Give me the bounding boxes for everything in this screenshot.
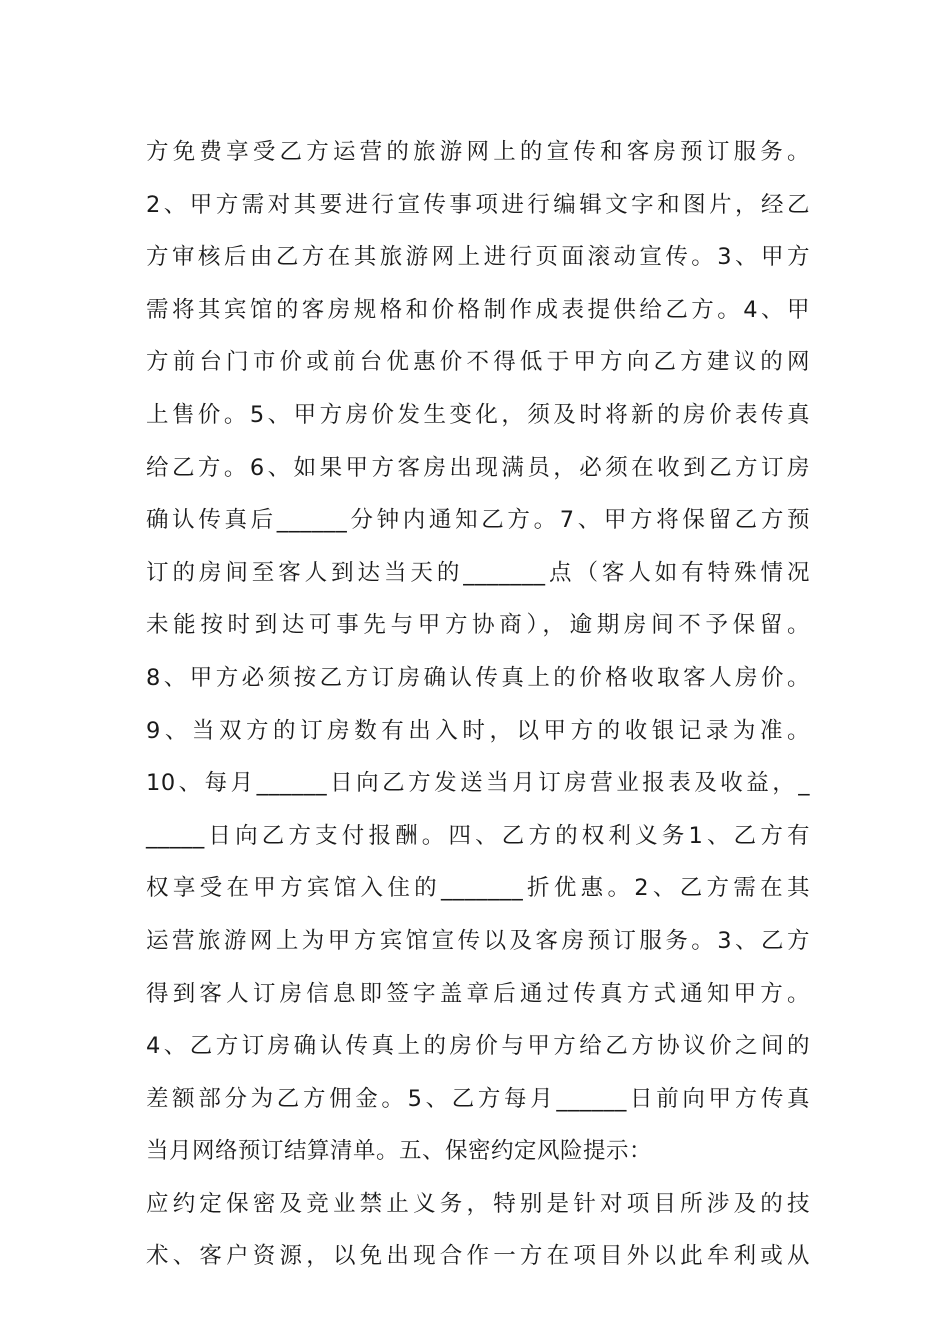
text-line: 差额部分为乙方佣金。5、乙方每月______日前向甲方传真 (146, 1085, 810, 1112)
text-line: 得到客人订房信息即签字盖章后通过传真方式通知甲方。 (146, 980, 810, 1007)
text-line: 未能按时到达可事先与甲方协商），逾期房间不予保留。 (146, 612, 810, 639)
text-line: 方审核后由乙方在其旅游网上进行页面滚动宣传。3、甲方 (146, 244, 810, 271)
text-line: 运营旅游网上为甲方宾馆宣传以及客房预订服务。3、乙方 (146, 927, 810, 954)
text-line: 9、当双方的订房数有出入时，以甲方的收银记录为准。 (146, 717, 810, 744)
text-line: 应约定保密及竞业禁止义务，特别是针对项目所涉及的技 (146, 1190, 810, 1217)
text-line: 10、每月______日向乙方发送当月订房营业报表及收益，_ (146, 770, 810, 797)
text-line: 方前台门市价或前台优惠价不得低于甲方向乙方建议的网 (146, 349, 810, 376)
text-line: 方免费享受乙方运营的旅游网上的宣传和客房预订服务。 (146, 139, 810, 165)
document-body (146, 126, 810, 1283)
text-line: 术、客户资源，以免出现合作一方在项目外以此牟利或从 (146, 1243, 810, 1270)
text-line: 需将其宾馆的客房规格和价格制作成表提供给乙方。4、甲 (146, 296, 810, 323)
text-line: 当月网络预订结算清单。五、保密约定风险提示： (146, 1138, 653, 1165)
text-line: 订的房间至客人到达当天的_______点（客人如有特殊情况 (146, 559, 810, 586)
text-line: _____日向乙方支付报酬。四、乙方的权利义务1、乙方有 (146, 822, 810, 849)
text-line: 确认传真后______分钟内通知乙方。7、甲方将保留乙方预 (146, 507, 810, 534)
text-line: 权享受在甲方宾馆入住的_______折优惠。2、乙方需在其 (146, 875, 810, 902)
text-line: 上售价。5、甲方房价发生变化，须及时将新的房价表传真 (146, 401, 810, 428)
text-line: 给乙方。6、如果甲方客房出现满员，必须在收到乙方订房 (146, 454, 810, 481)
text-line: 2、甲方需对其要进行宣传事项进行编辑文字和图片，经乙 (146, 191, 810, 218)
text-line: 8、甲方必须按乙方订房确认传真上的价格收取客人房价。 (146, 664, 810, 691)
text-line: 4、乙方订房确认传真上的房价与甲方给乙方协议价之间的 (146, 1033, 810, 1060)
